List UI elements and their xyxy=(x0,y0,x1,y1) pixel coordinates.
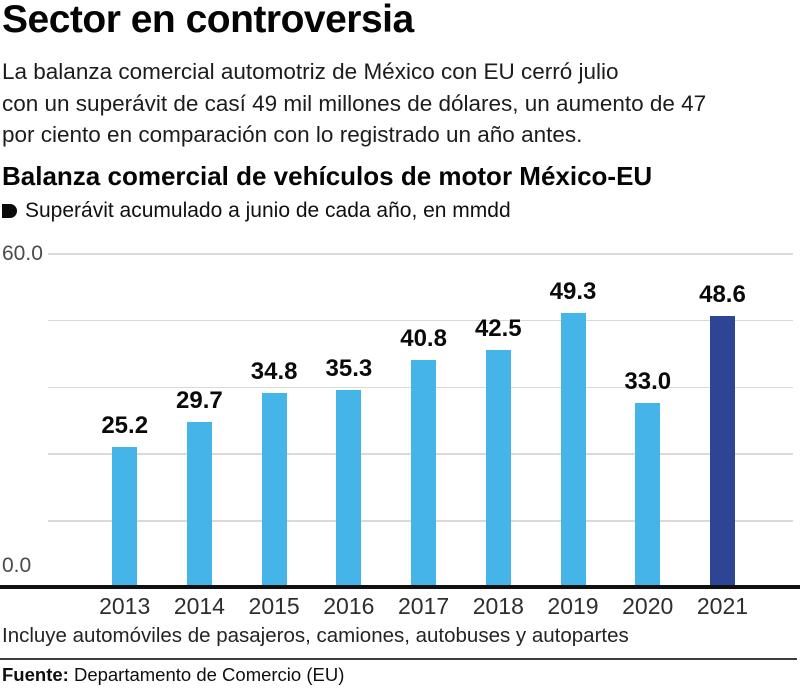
y-axis-tick-0: 0.0 xyxy=(2,554,32,577)
legend-label: Superávit acumulado a junio de cada año, en mmdd xyxy=(25,199,511,222)
bar xyxy=(411,360,436,587)
x-axis-tick-label: 2019 xyxy=(547,593,599,619)
x-axis-tick-label: 2016 xyxy=(323,593,375,619)
bar xyxy=(336,390,361,587)
x-axis-tick-label: 2018 xyxy=(472,593,524,619)
bar-value-label: 29.7 xyxy=(176,386,223,414)
y-axis-tick-60: 60.0 xyxy=(2,242,43,265)
intro-line: La balanza comercial automotriz de México con EU cerró julio xyxy=(2,59,619,84)
source-label: Fuente: xyxy=(2,664,69,685)
bar-value-label: 25.2 xyxy=(101,411,149,439)
x-axis-tick-label: 2020 xyxy=(622,593,674,619)
gridline xyxy=(48,320,793,322)
bar-value-label: 48.6 xyxy=(699,281,746,309)
bar xyxy=(187,422,212,587)
bar-value-label: 49.3 xyxy=(549,277,597,305)
x-axis-tick-label: 2014 xyxy=(173,593,225,619)
chart-title: Balanza comercial de vehículos de motor México-EU xyxy=(2,161,653,191)
x-axis-tick-label: 2021 xyxy=(696,593,749,619)
page-title: Sector en controversia xyxy=(2,0,414,41)
bar xyxy=(262,393,287,587)
bar-value-label: 42.5 xyxy=(474,315,522,343)
bar xyxy=(635,403,660,587)
bar-value-label: 40.8 xyxy=(400,324,447,352)
source-text: Departamento de Comercio (EU) xyxy=(68,664,345,685)
x-axis-tick-label: 2013 xyxy=(99,593,151,619)
bar-value-label: 35.3 xyxy=(325,355,373,383)
bar xyxy=(710,316,735,587)
gridline xyxy=(48,253,793,255)
bar xyxy=(112,447,137,587)
source-line xyxy=(2,664,344,686)
bar xyxy=(561,313,586,587)
intro-line: con un superávit de casí 49 mil millones de dólares, un aumento de 47 xyxy=(2,90,707,116)
bar-value-label: 34.8 xyxy=(250,358,298,386)
bar-value-label: 33.0 xyxy=(624,368,672,396)
x-axis-tick-label: 2017 xyxy=(397,593,450,619)
chart-footnote: Incluye automóviles de pasajeros, camiones, autobuses y autopartes xyxy=(2,624,629,647)
intro-line: por ciento en comparación con lo registrado un año antes. xyxy=(2,122,583,147)
footer-divider xyxy=(0,658,797,660)
bar xyxy=(486,350,511,587)
x-axis-tick-label: 2015 xyxy=(248,593,300,619)
x-axis-line xyxy=(0,585,800,589)
